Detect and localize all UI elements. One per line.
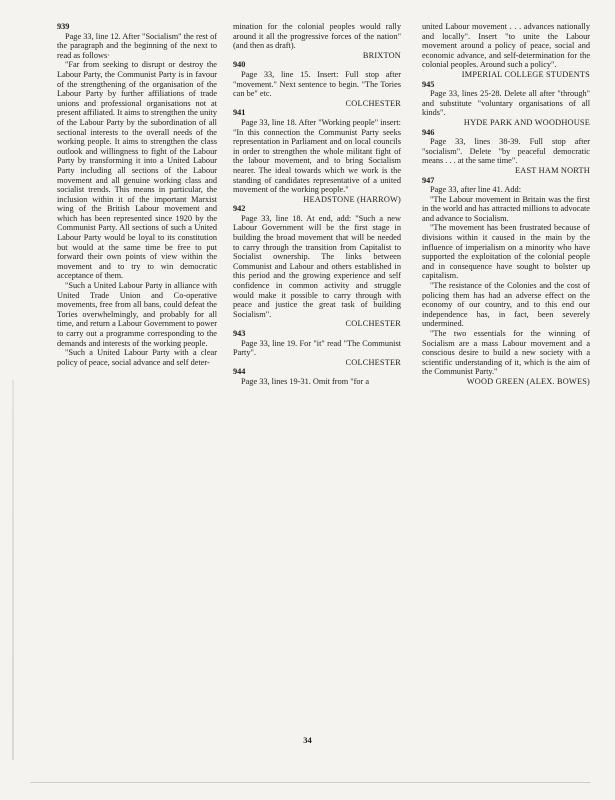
amendment-paragraph: Page 33, line 12. After "Socialism" the rest of the paragraph and the beginning of the next to read as follows· bbox=[57, 31, 217, 60]
amendment-paragraph: Page 33, lines 19-31. Omit from "for a bbox=[241, 376, 370, 386]
amendment-paragraph: Page 33, line 19. For "it" read "The Communist Party". bbox=[233, 338, 401, 358]
amendment-number: 939 bbox=[57, 22, 70, 31]
amendment-paragraph: Page 33, lines 25-28. Delete all after "through" and substitute "voluntary organisations of all kinds". bbox=[422, 89, 590, 118]
scan-edge-shadow bbox=[12, 380, 14, 760]
amendment-paragraph: "The resistance of the Colonies and the cost of policing them has had an adverse effect on the economy of our country, and to this end our independence has, in fact, been severely undermined. bbox=[422, 281, 590, 329]
branch-signature: EAST HAM NORTH bbox=[515, 165, 590, 175]
branch-signature: HYDE PARK AND WOODHOUSE bbox=[463, 117, 590, 127]
scan-bottom-edge bbox=[30, 782, 590, 783]
branch-signature: WOOD GREEN (ALEX. BOWES) bbox=[466, 376, 590, 386]
branch-signature: BRIXTON bbox=[362, 50, 401, 60]
amendment-paragraph: Page 33, line 18. At end, add: "Such a new Labour Government will be the first stage in building the broad movement that will be needed to carry through the transition from Capitalist to Socialist ownership. The links between Communist and Labour and others established in this period and the growing experience and self confidence in common activity and struggle would make it possible to carry through with peace and justice the great task of building Socialism". bbox=[233, 213, 401, 319]
column-right bbox=[422, 22, 590, 387]
amendment-paragraph: Page 33, lines 38-39. Full stop after "socialism". Delete "by peaceful democratic means . . . at the same time". bbox=[422, 137, 590, 166]
amendment-number: 946 bbox=[422, 127, 435, 137]
amendment-number: 940 bbox=[233, 60, 246, 70]
amendment-number: 942 bbox=[233, 204, 246, 214]
column-left bbox=[57, 22, 217, 367]
branch-signature: COLCHESTER bbox=[345, 319, 401, 329]
page-number: 34 bbox=[303, 735, 312, 745]
amendment-paragraph: "The Labour movement in Britain was the first in the world and has attracted millions to advocate and advance to Socialism. bbox=[422, 194, 590, 223]
amendment-paragraph: Page 33, line 15. Insert: Full stop after "movement." Next sentence to begin. "The Tories can be" etc. bbox=[233, 69, 401, 99]
amendment-number: 943 bbox=[233, 329, 246, 338]
amendment-paragraph: "Far from seeking to disrupt or destroy the Labour Party, the Communist Party is in favour of the strengthening of the organisation of the Labour Party by further affiliations of trade unions and professional organisations not at present affiliated. It aims to strengthen the unity of the Labour Party by the subordination of all sectional interests to the overall needs of the working people. It aims to strengthen the class outlook and willingness to fight of the Labour Party by transforming it into a United Labour Party including all sections of the Labour movement and all genuine working class and socialist trends. This means in particular, the inclusion within it of the important Marxist wing of the British Labour movement and which has been represented since 1920 by the Communist Party. All sections of such a United Labour Party would be loyal to its constitution but would at the same time be free to put forward their own points of view within the movement and to try to win democratic acceptance of them. bbox=[57, 60, 217, 281]
branch-signature: IMPERIAL COLLEGE STUDENTS bbox=[461, 69, 590, 79]
branch-signature: COLCHESTER bbox=[345, 98, 401, 108]
amendment-paragraph: "The two essentials for the winning of Socialism are a mass Labour movement and a conscious desire to build a new society with a scientific understanding of it, which is the aim of the Communist Party." bbox=[422, 329, 590, 377]
amendment-paragraph: "Such a United Labour Party with a clear policy of peace, social advance and self deter- bbox=[57, 348, 217, 367]
branch-signature: HEADSTONE (HARROW) bbox=[303, 194, 401, 204]
continued-paragraph: united Labour movement . . . advances nationally and locally". Insert "to unite the Labour movement around a policy of peace, social and economic advance, and self-determination for the colonial peoples. Around such a policy". bbox=[422, 22, 590, 70]
amendment-paragraph: "The movement has been frustrated because of divisions within it caused in the main by the influence of imperialism on a minority who have supported the exploitation of the colonial people and in consequence have sought to bolster up capitalism. bbox=[422, 223, 590, 281]
amendment-paragraph: "Such a United Labour Party in alliance with United Trade Union and Co-operative movements, free from all bans, could defeat the Tories overwhelmingly, and probably for all time, and return a Labour Government to power to carry out a programme corresponding to the demands and interests of the working people. bbox=[57, 281, 217, 348]
column-middle bbox=[233, 22, 401, 387]
branch-signature: COLCHESTER bbox=[345, 357, 401, 367]
amendment-number: 941 bbox=[233, 108, 246, 118]
continued-paragraph: mination for the colonial peoples would rally around it all the progressive forces of the nation" (and then as draft). bbox=[233, 22, 401, 51]
amendment-number: 944 bbox=[233, 367, 246, 377]
amendment-paragraph: Page 33, after line 41. Add: bbox=[430, 185, 522, 195]
amendment-number: 945 bbox=[422, 79, 435, 89]
amendment-number: 947 bbox=[422, 175, 435, 185]
amendment-paragraph: Page 33, line 18. After "Working people" insert: "In this connection the Communist Party seeks representation in Parliament and on local councils in order to strengthen the whole militant fight of the labour movement, and to bring Socialism nearer. The ideal towards which we work is the standing of candidates representative of a united movement of the working people." bbox=[233, 117, 401, 195]
